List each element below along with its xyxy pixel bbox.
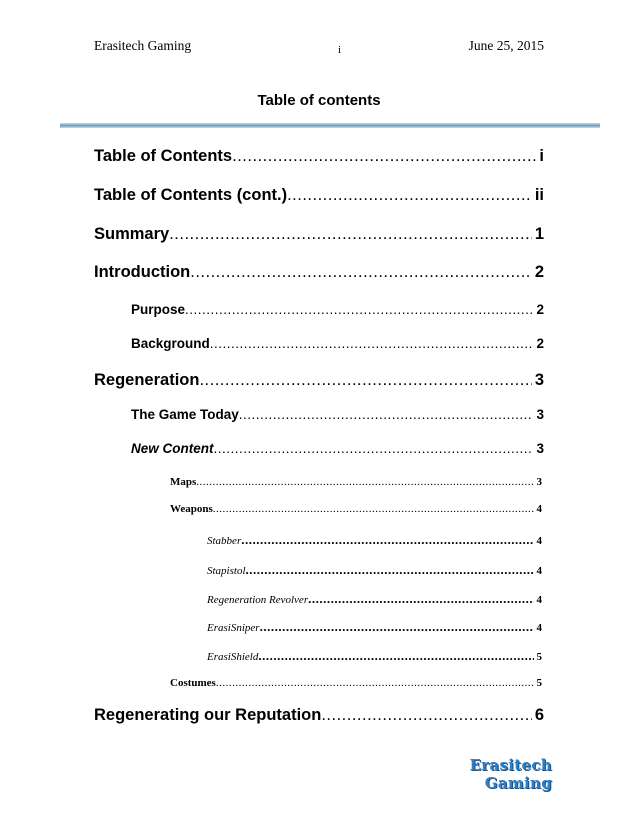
toc-entry-regenerating-our-reputation[interactable] — [94, 706, 544, 725]
toc-entry-page: 4 — [536, 594, 542, 606]
toc-leader-dots — [214, 441, 534, 456]
toc-entry-page: 2 — [536, 336, 544, 351]
toc-leader-dots — [213, 503, 534, 515]
toc-entry-page: 5 — [536, 651, 542, 663]
toc-leader-dots — [196, 476, 533, 488]
toc-entry-page: ii — [534, 186, 544, 204]
toc-entry-label: Summary — [94, 225, 170, 243]
toc-entry-table-of-contents[interactable] — [94, 147, 544, 166]
toc-leader-dots — [169, 225, 532, 244]
toc-entry-label: Maps — [170, 476, 197, 488]
toc-entry-label: New Content — [131, 441, 214, 456]
toc-entry-page: 3 — [536, 407, 544, 422]
toc-entry-label: ErasiShield — [207, 651, 259, 663]
toc-entry-label: Regenerating our Reputation — [94, 706, 322, 724]
toc-leader-dots — [216, 677, 534, 689]
toc-entry-table-of-contents-cont[interactable] — [94, 186, 544, 205]
header-page-number: i — [338, 44, 342, 56]
toc-entry-label: Table of Contents — [94, 147, 233, 165]
toc-entry-introduction[interactable] — [94, 263, 544, 282]
toc-entry-regeneration[interactable] — [94, 371, 544, 390]
toc-entry-summary[interactable] — [94, 225, 544, 244]
toc-leader-dots — [190, 263, 532, 282]
toc-entry-background[interactable] — [131, 336, 544, 351]
toc-entry-stabber[interactable] — [207, 532, 542, 548]
toc-entry-label: Background — [131, 336, 210, 351]
toc-entry-page: 5 — [536, 677, 542, 689]
toc-entry-page: 3 — [536, 476, 542, 488]
toc-entry-label: Weapons — [170, 503, 213, 515]
toc-leader-dots — [246, 562, 534, 578]
toc-entry-costumes[interactable] — [170, 677, 542, 689]
toc-entry-label: Costumes — [170, 677, 216, 689]
toc-entry-label: Stabber — [207, 535, 242, 547]
toc-entry-page: 2 — [534, 263, 544, 281]
toc-entry-maps[interactable] — [170, 476, 542, 488]
toc-leader-dots — [258, 648, 533, 664]
toc-entry-label: Stapistol — [207, 565, 246, 577]
toc-entry-page: 3 — [534, 371, 544, 389]
toc-leader-dots — [321, 706, 531, 725]
toc-entry-label: Purpose — [131, 302, 186, 317]
toc-entry-erasishield[interactable] — [207, 648, 542, 664]
toc-leader-dots — [199, 371, 531, 390]
toc-entry-regeneration-revolver[interactable] — [207, 591, 542, 607]
toc-entry-page: 1 — [534, 225, 544, 243]
toc-entry-page: 3 — [536, 441, 544, 456]
toc-entry-page: 4 — [536, 503, 542, 515]
toc-entry-page: 4 — [536, 535, 542, 547]
toc-entry-page: 4 — [536, 622, 542, 634]
toc-entry-label: Table of Contents (cont.) — [94, 186, 288, 204]
toc-entry-new-content[interactable] — [131, 441, 544, 456]
toc-entry-label: The Game Today — [131, 407, 239, 422]
toc-leader-dots — [308, 591, 533, 607]
toc-leader-dots — [232, 147, 536, 166]
toc-entry-label: Regeneration Revolver — [207, 594, 309, 606]
toc-leader-dots — [241, 532, 533, 548]
toc-entry-the-game-today[interactable] — [131, 407, 544, 422]
toc-entry-stapistol[interactable] — [207, 562, 542, 578]
toc-entry-erasisniper[interactable] — [207, 619, 542, 635]
title-divider — [60, 123, 600, 128]
toc-entry-label: Introduction — [94, 263, 191, 281]
toc-leader-dots — [210, 336, 534, 351]
toc-entry-page: 4 — [536, 565, 542, 577]
toc-entry-page: 2 — [536, 302, 544, 317]
toc-entry-weapons[interactable] — [170, 503, 542, 515]
toc-leader-dots — [260, 619, 534, 635]
header-company: Erasitech Gaming — [94, 38, 192, 53]
toc-leader-dots — [287, 186, 532, 205]
header-date: June 25, 2015 — [468, 38, 544, 53]
toc-entry-label: Regeneration — [94, 371, 200, 389]
toc-leader-dots — [239, 407, 534, 422]
toc-entry-purpose[interactable] — [131, 302, 544, 317]
page-header — [94, 38, 544, 58]
footer-logo: Erasitech Gaming — [469, 756, 552, 792]
page-title: Table of contents — [257, 92, 381, 109]
toc-entry-page: 6 — [534, 706, 544, 724]
toc-leader-dots — [185, 302, 533, 317]
toc-entry-page: i — [539, 147, 544, 165]
toc-entry-label: ErasiSniper — [207, 622, 260, 634]
